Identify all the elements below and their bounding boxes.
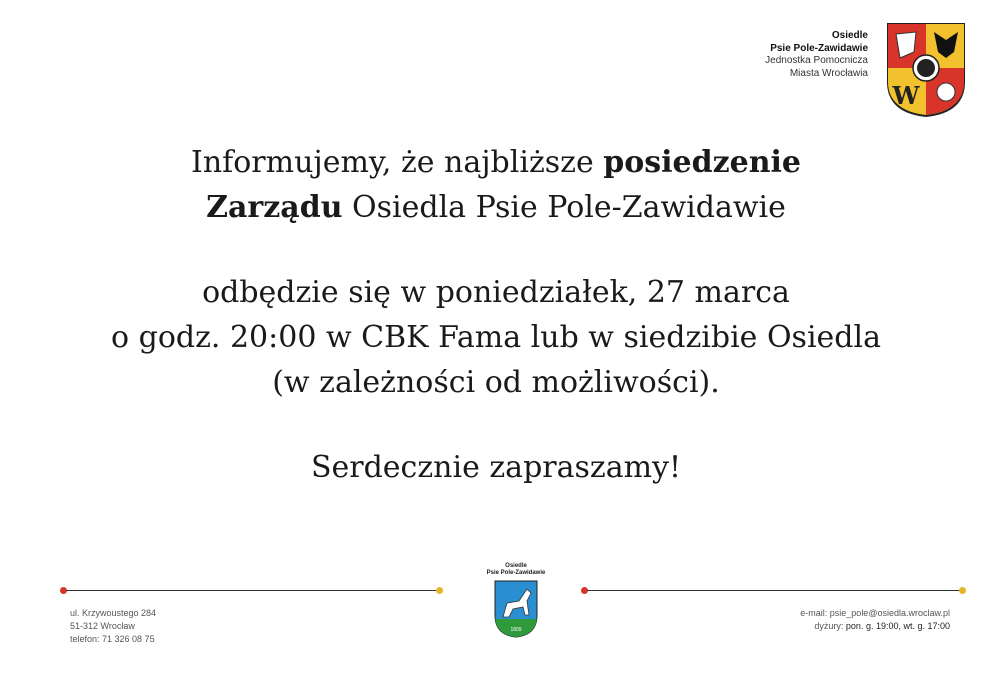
district-logo-line-2: Psie Pole-Zawidawie [486,570,546,576]
notice-body [0,140,992,490]
footer-line-left [66,590,436,591]
footer-postcode: 51-312 Wrocław [70,621,135,631]
footer-contact [800,607,950,633]
footer-dot-right-yellow [959,587,966,594]
svg-text:W: W [892,81,920,110]
header-city: Miasta Wrocławia [789,67,868,79]
header-osiedle: Osiedle [831,30,868,41]
footer-phone: telefon: 71 326 08 75 [70,634,155,644]
district-logo-year: 1809 [510,627,522,633]
footer-address [70,607,156,646]
notice-line-3: odbędzie się w poniedziałek, 27 marca [202,275,790,310]
footer-duty: dyżury: pon. g. 19:00, wt. g. 17:00 [814,621,950,631]
notice-line-2: Zarządu Osiedla Psie Pole-Zawidawie [206,190,786,225]
notice-line-5: (w zależności od możliwości). [272,365,720,400]
footer-line-right [587,590,960,591]
header-district-name: Psie Pole-Zawidawie [770,42,868,54]
district-logo [486,563,546,645]
notice-line-1: Informujemy, że najbliższe posiedzenie [190,145,802,180]
footer-street: ul. Krzywoustego 284 [70,608,157,618]
footer-dot-left-yellow [436,587,443,594]
header-block [765,30,868,80]
footer-email[interactable]: e-mail: psie_pole@osiedla.wroclaw.pl [800,608,950,618]
wroclaw-coat-of-arms-icon [886,22,966,118]
notice-invitation: Serdecznie zapraszamy! [310,450,682,485]
header-unit: Jednostka Pomocnicza [765,55,868,66]
notice-line-4: o godz. 20:00 w CBK Fama lub w siedzibie Osiedla [111,320,881,355]
dog-shield-icon [493,579,539,639]
district-logo-line-1: Osiedle [505,563,527,569]
